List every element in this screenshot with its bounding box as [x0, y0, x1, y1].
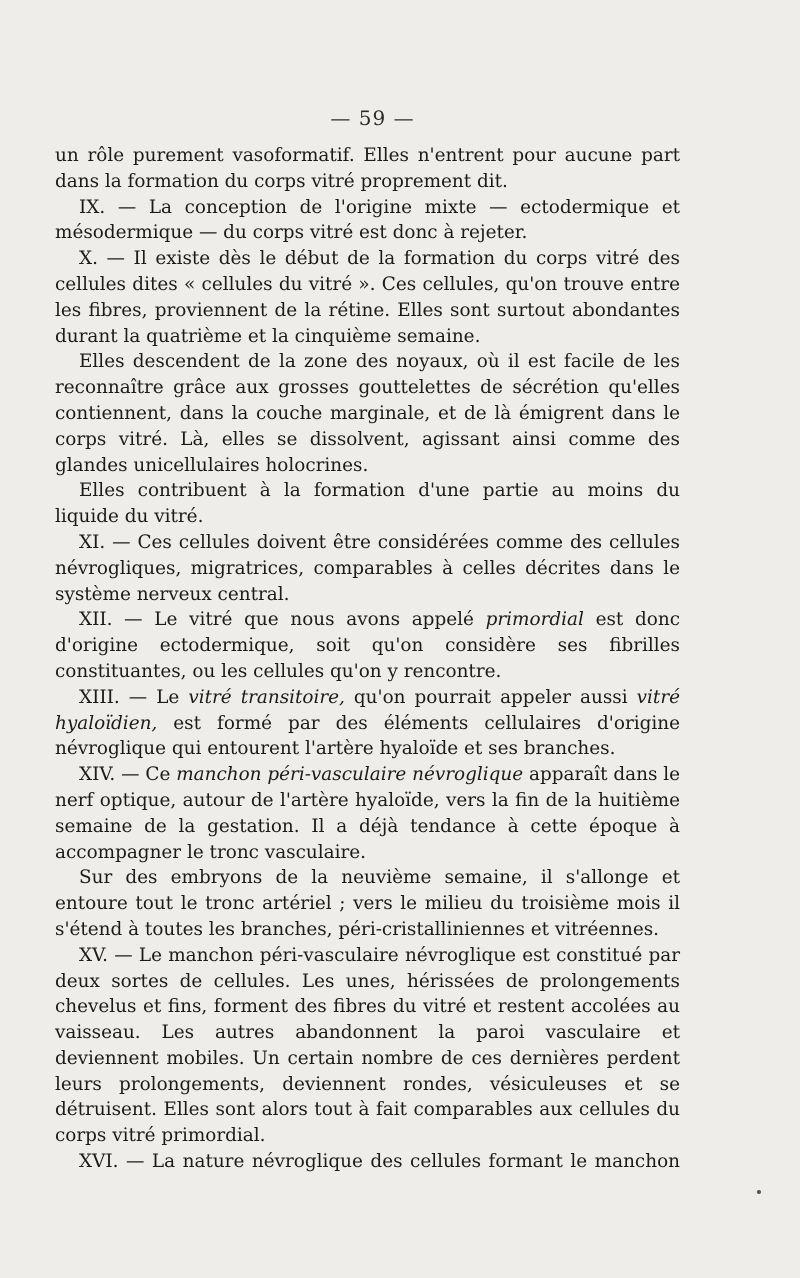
body-text — [55, 143, 680, 1175]
text-run: est donc d'origine ectodermique, soit qu'on considère ses fibrilles constituantes, ou les cellules qu'on y rencontre. — [55, 609, 680, 682]
paragraph — [55, 246, 680, 349]
paragraph — [55, 685, 680, 762]
text-run: Sur des embryons de la neuvième semaine, il s'allonge et entoure tout le tronc artériel ; vers le milieu du troisième mois il s'étend à toutes les branches, péri-cristalliniennes et vitréennes. — [55, 867, 680, 940]
italic-text: vitré transitoire, — [188, 686, 345, 708]
paragraph — [55, 478, 680, 530]
paragraph — [55, 143, 680, 195]
italic-text: primordial — [485, 609, 584, 631]
paragraph — [55, 762, 680, 865]
text-run: Elles contribuent à la formation d'une partie au moins du liquide du vitré. — [55, 480, 680, 528]
text-run: Elles descendent de la zone des noyaux, où il est facile de les reconnaître grâce aux grosses gouttelettes de sécrétion qu'elles contiennent, dans la couche marginale, et de là émigrent dans le corps vitré. Là, elles se dissolvent, agissant ainsi comme des glandes unicellulaires holocrines. — [55, 351, 680, 476]
paragraph — [55, 607, 680, 684]
text-run: IX. — La conception de l'origine mixte — ectodermique et mésodermique — du corps vitré est donc à rejeter. — [55, 196, 680, 244]
text-run: XIV. — Ce — [79, 764, 177, 786]
text-run: XI. — Ces cellules doivent être considérées comme des cellules névrogliques, migratrices, comparables à celles décrites dans le système nerveux central. — [55, 531, 680, 605]
paper-speck — [757, 1190, 761, 1194]
paragraph — [55, 1149, 680, 1175]
page-number: — 59 — — [330, 106, 415, 130]
paragraph — [55, 943, 680, 1149]
text-run: XVI. — La nature névroglique des cellules formant le manchon — [79, 1151, 680, 1173]
text-run: XII. — Le vitré que nous avons appelé — [79, 609, 486, 631]
text-run: apparaît dans le nerf optique, autour de l'artère hyaloïde, vers la fin de la huitième semaine de la gestation. Il a déjà tendance à cette époque à accompagner le tronc vasculaire. — [55, 764, 681, 863]
paragraph — [55, 349, 680, 478]
text-run: XV. — Le manchon péri-vasculaire névroglique est constitué par deux sortes de cellules. Les unes, hérissées de prolongements chevelus et fins, forment des fibres du vitré et restent accolées au vaisseau. Les autres abandonnent la paroi vasculaire et deviennent mobiles. Un certain nombre de ces dernières perdent leurs prolongements, deviennent rondes, vésiculeuses et se détruisent. Elles sont alors tout à fait comparables aux cellules du corps vitré primordial. — [55, 944, 680, 1147]
text-run: un rôle purement vasoformatif. Elles n'entrent pour aucune part dans la formation du corps vitré proprement dit. — [55, 145, 680, 192]
paragraph — [55, 195, 680, 247]
paragraph — [55, 865, 680, 942]
text-run: qu'on pourrait appeler aussi — [344, 686, 637, 708]
text-run: XIII. — Le — [79, 686, 189, 708]
paragraph — [55, 530, 680, 607]
italic-text: vitré hyaloïdien, — [55, 686, 680, 734]
text-run: X. — Il existe dès le début de la formation du corps vitré des cellules dites « cellules du vitré ». Ces cellules, qu'on trouve entre les fibres, proviennent de la rétine. Elles sont surtout abondantes durant la quatrième et la cinquième semaine. — [55, 248, 680, 347]
italic-text: manchon péri-vasculaire névroglique — [176, 764, 524, 786]
text-run: est formé par des éléments cellulaires d'origine névroglique qui entourent l'artère hyaloïde et ses branches. — [55, 712, 680, 760]
